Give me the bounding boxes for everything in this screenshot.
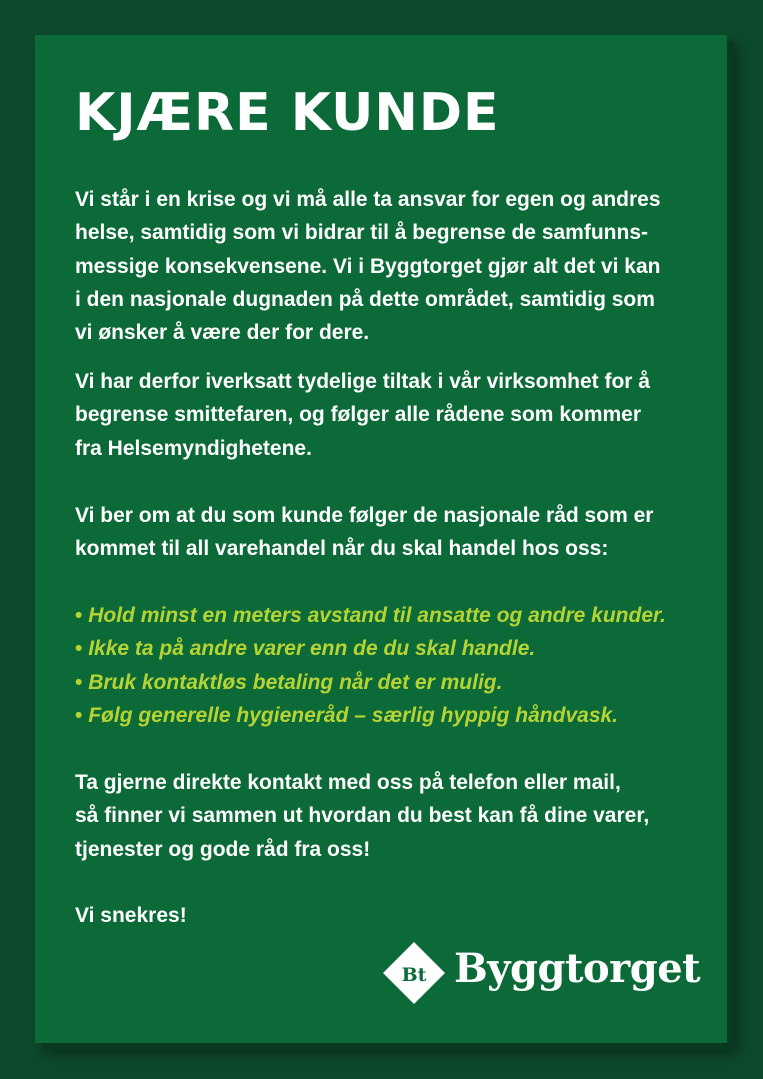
list-item-text: Ikke ta på andre varer enn de du skal handle. <box>88 637 536 661</box>
diamond-logo-icon <box>382 941 446 1005</box>
paragraph-intro <box>75 183 661 349</box>
logo-name: Byggtorget <box>454 945 701 992</box>
notice-card <box>35 35 727 1043</box>
list-item <box>75 666 666 699</box>
text-line: så finner vi sammen ut hvordan du best kan få dine varer, <box>75 804 650 828</box>
text-line: Ta gjerne direkte kontakt med oss på telefon eller mail, <box>75 771 621 794</box>
signoff <box>75 899 187 932</box>
byggtorget-logo <box>382 941 701 1005</box>
text-line: helse, samtidig som vi bidrar til å begrense de samfunns- <box>75 221 648 245</box>
page-title: KJÆRE KUNDE <box>75 83 500 143</box>
text-line: fra Helsemyndighetene. <box>75 436 312 460</box>
list-item <box>75 632 666 665</box>
list-item-text: Hold minst en meters avstand til ansatte og andre kunder. <box>88 604 666 627</box>
text-line: vi ønsker å være der for dere. <box>75 321 370 345</box>
list-item <box>75 599 666 632</box>
text-line: tjenester og gode råd fra oss! <box>75 837 371 861</box>
text-line: begrense smittefaren, og følger alle rådene som kommer <box>75 403 642 427</box>
bullet-marker: • <box>75 703 83 727</box>
text-line: messige konsekvensene. Vi i Byggtorget gjør alt det vi kan <box>75 254 661 278</box>
signoff-text: Vi snekres! <box>75 904 187 927</box>
paragraph-measures <box>75 365 650 465</box>
text-line: Vi ber om at du som kunde følger de nasjonale råd som er <box>75 504 654 527</box>
text-line: kommet til all varehandel når du skal handel hos oss: <box>75 537 609 561</box>
text-line: Vi står i en krise og vi må alle ta ansvar for egen og andres <box>75 188 661 211</box>
text-line: i den nasjonale dugnaden på dette området, samtidig som <box>75 287 655 311</box>
bullet-marker: • <box>75 604 83 627</box>
advice-list <box>75 599 666 732</box>
list-item <box>75 699 666 732</box>
logo-mark-text: Bt <box>401 964 427 986</box>
bullet-marker: • <box>75 637 83 661</box>
paragraph-contact <box>75 766 649 866</box>
text-line: Vi har derfor iverksatt tydelige tiltak i vår virksomhet for å <box>75 370 650 393</box>
bullet-marker: • <box>75 670 83 694</box>
paragraph-request <box>75 499 653 566</box>
list-item-text: Bruk kontaktløs betaling når det er mulig. <box>88 670 503 694</box>
list-item-text: Følg generelle hygieneråd – særlig hyppig håndvask. <box>88 703 619 727</box>
